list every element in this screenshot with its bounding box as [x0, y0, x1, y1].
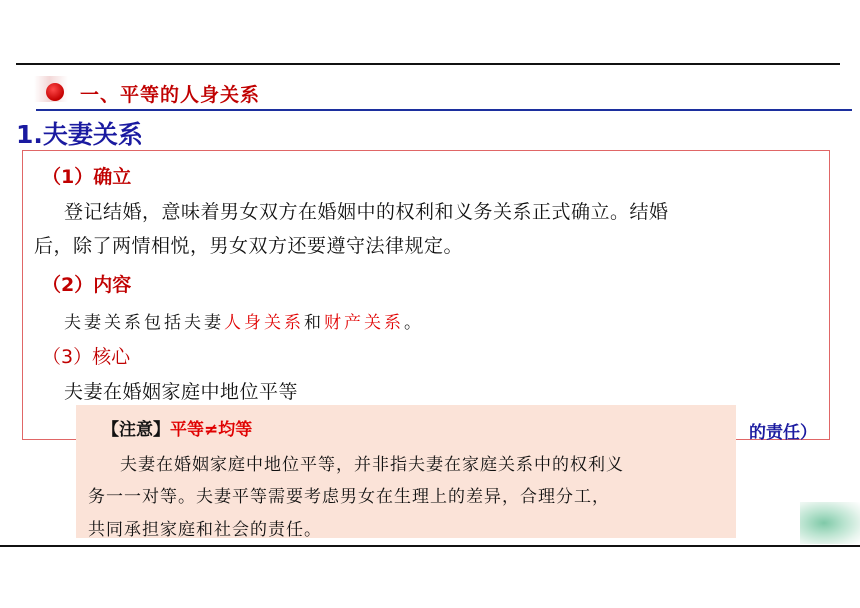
note-line-2: 务一一对等。夫妻平等需要考虑男女在生理上的差异，合理分工， [88, 487, 610, 507]
decorative-corner-image [800, 502, 860, 544]
note-box [76, 405, 736, 538]
subheading-content: （2）内容 [42, 274, 132, 296]
partially-hidden-text: 的责任） [749, 423, 817, 443]
bottom-rule [0, 545, 860, 547]
paragraph-establish-line2: 后，除了两情相悦，男女双方还要遵守法律规定。 [34, 235, 464, 257]
paragraph-core: 夫妻在婚姻家庭中地位平等 [64, 381, 299, 403]
heading-title: 1.夫妻关系 [16, 120, 143, 149]
keyword-property-relation: 财产关系 [324, 313, 404, 333]
red-bullet-icon [46, 83, 64, 101]
paragraph-content-post: 。 [404, 313, 424, 333]
keyword-personal-relation: 人身关系 [224, 313, 304, 333]
note-heading [102, 415, 252, 440]
note-key-point: 平等≠均等 [170, 420, 253, 440]
paragraph-content-pre: 夫妻关系包括夫妻 [64, 313, 224, 333]
subheading-establish: （1）确立 [42, 166, 132, 188]
top-rule [16, 63, 840, 65]
paragraph-establish-line1: 登记结婚，意味着男女双方在婚姻中的权利和义务关系正式确立。结婚 [64, 201, 669, 223]
note-line-3: 共同承担家庭和社会的责任。 [88, 520, 322, 540]
section-underline [36, 109, 852, 111]
note-label: 【注意】 [102, 420, 170, 440]
paragraph-content-mid: 和 [304, 313, 324, 333]
section-title: 一、平等的人身关系 [80, 84, 261, 106]
paragraph-content [64, 308, 424, 333]
subheading-core: （3）核心 [42, 346, 131, 368]
note-line-1: 夫妻在婚姻家庭中地位平等，并非指夫妻在家庭关系中的权利义 [120, 455, 624, 475]
